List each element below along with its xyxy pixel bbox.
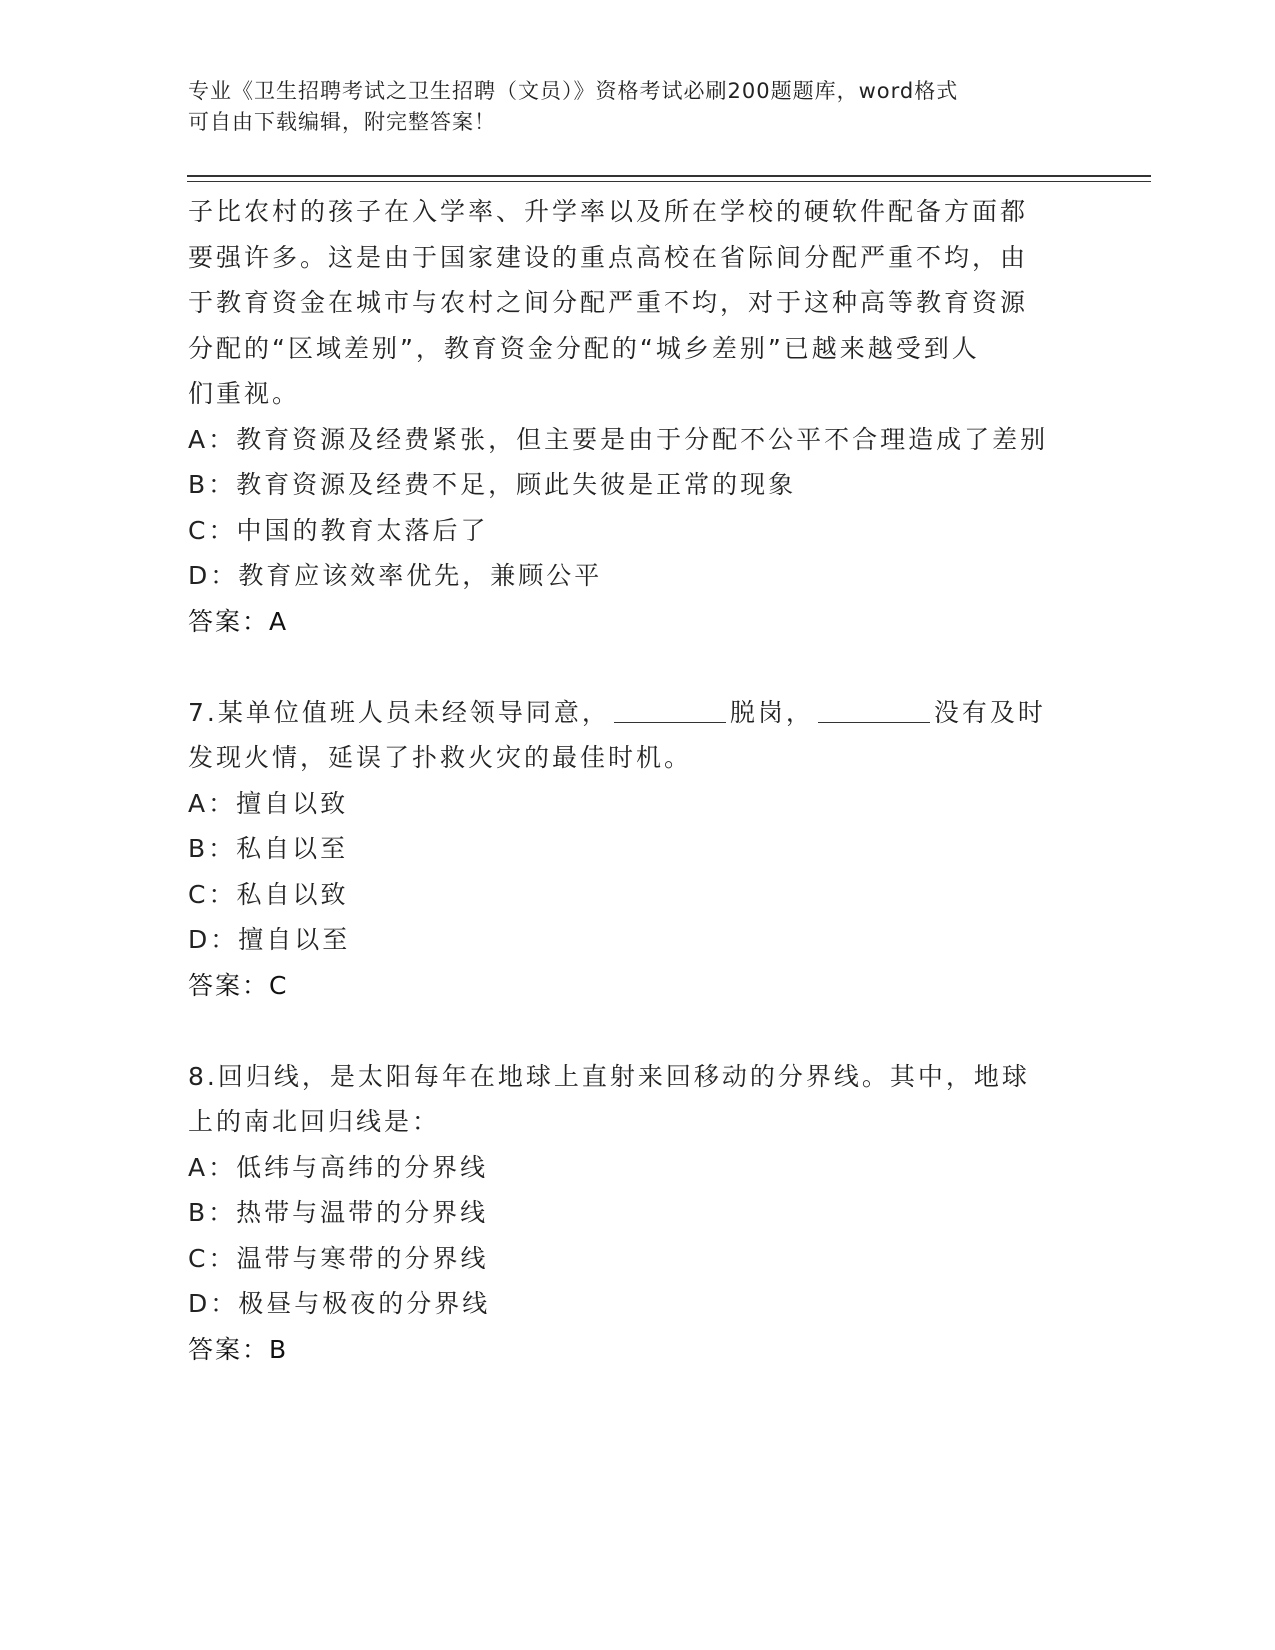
question-stem-line: 8.回归线，是太阳每年在地球上直射来回移动的分界线。其中，地球	[188, 1061, 1030, 1091]
question-6	[188, 189, 1068, 644]
stem-text: 脱岗，	[729, 697, 814, 727]
spacer	[188, 1008, 1068, 1054]
fill-blank	[818, 694, 930, 723]
header-title-line-1: 专业《卫生招聘考试之卫生招聘（文员）》资格考试必刷200题题库，word格式	[188, 79, 959, 103]
option-c: C：中国的教育太落后了	[188, 515, 489, 545]
header-rule-thick	[187, 175, 1151, 177]
question-stem-line: 上的南北回归线是：	[188, 1107, 441, 1136]
option-d: D：擅自以至	[188, 925, 351, 954]
option-b: B：教育资源及经费不足，顾此失彼是正常的现象	[188, 470, 797, 499]
option-b: B：私自以至	[188, 834, 349, 863]
stem-text: 没有及时	[933, 697, 1046, 727]
option-a: A：教育资源及经费紧张，但主要是由于分配不公平不合理造成了差别	[188, 424, 1049, 454]
answer-label: 答案：C	[188, 970, 289, 1000]
question-stem-line: 发现火情，延误了扑救火灾的最佳时机。	[188, 743, 693, 772]
option-c: C：私自以致	[188, 879, 349, 909]
question-8	[188, 1054, 1068, 1373]
option-a: A：擅自以致	[188, 788, 349, 818]
answer-label: 答案：B	[188, 1334, 289, 1364]
option-d: D：教育应该效率优先，兼顾公平	[188, 561, 603, 590]
document-header	[188, 76, 1068, 138]
stem-text: 7.某单位值班人员未经领导同意，	[188, 697, 610, 727]
question-stem-line: 们重视。	[188, 379, 301, 408]
question-stem-line: 于教育资金在城市与农村之间分配严重不均，对于这种高等教育资源	[188, 288, 1029, 317]
option-a: A：低纬与高纬的分界线	[188, 1152, 489, 1182]
option-b: B：热带与温带的分界线	[188, 1198, 489, 1227]
question-stem-line: 要强许多。这是由于国家建设的重点高校在省际间分配严重不均，由	[188, 242, 1029, 272]
question-stem-line	[188, 690, 1068, 736]
header-rule-thin	[187, 181, 1151, 182]
question-stem-line: 子比农村的孩子在入学率、升学率以及所在学校的硬软件配备方面都	[188, 197, 1029, 226]
question-content	[188, 189, 1068, 1372]
answer-label: 答案：A	[188, 606, 289, 636]
spacer	[188, 644, 1068, 690]
option-d: D：极昼与极夜的分界线	[188, 1289, 491, 1318]
fill-blank	[614, 694, 726, 723]
question-7	[188, 690, 1068, 1009]
option-c: C：温带与寒带的分界线	[188, 1243, 489, 1273]
header-title-line-2: 可自由下载编辑，附完整答案！	[188, 110, 496, 134]
question-stem-line: 分配的“区域差别”，教育资金分配的“城乡差别”已越来越受到人	[188, 333, 980, 363]
